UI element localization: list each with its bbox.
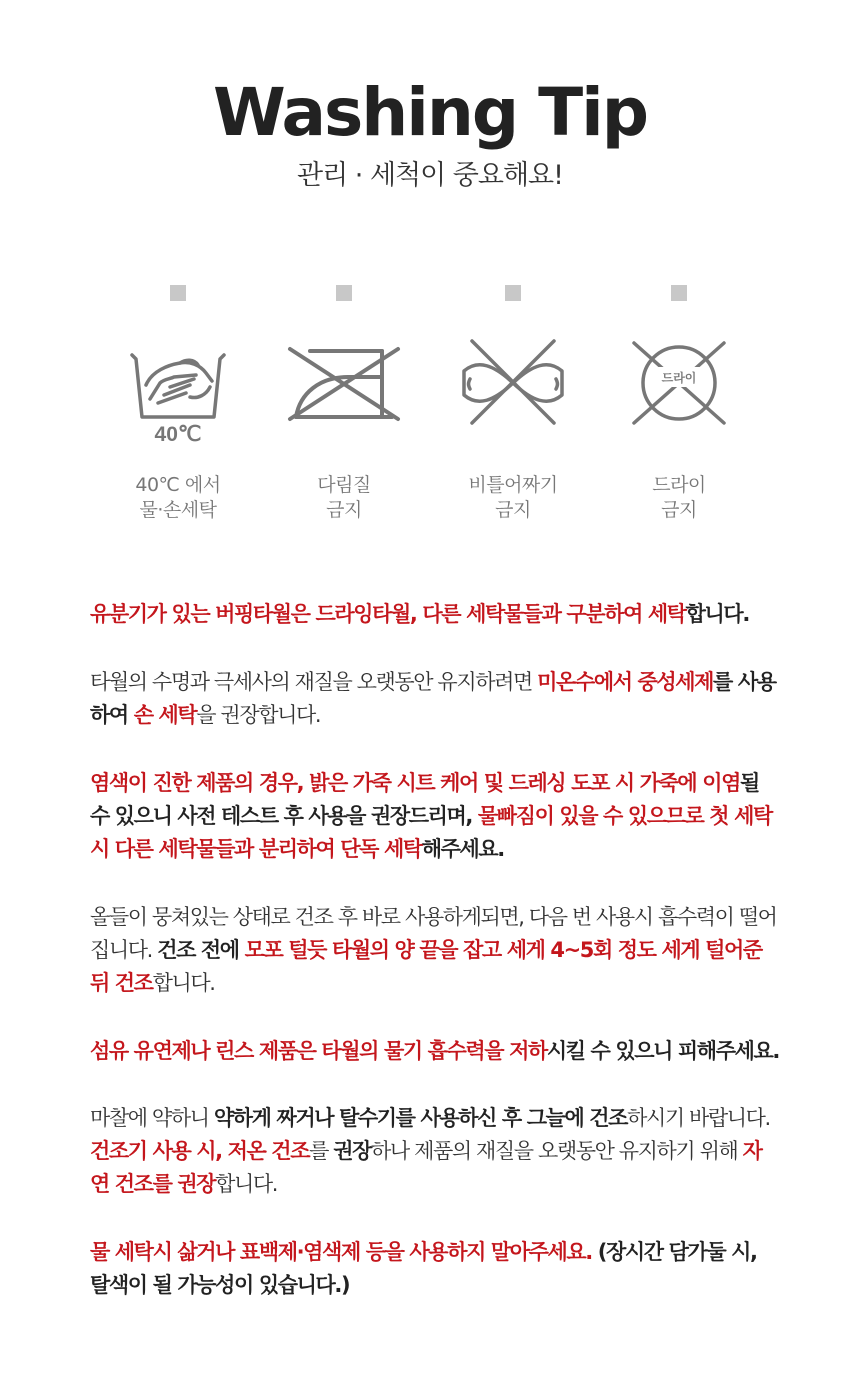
tip-text: 물 세탁시 삶거나 표백제·염색제 등을 사용하지 말아주세요. [90,1240,598,1264]
tip-paragraph-3 [90,767,780,866]
tip-text: 하나 제품의 재질을 오랫동안 유지하기 위해 [371,1139,743,1163]
tip-text: 섬유 유연제나 린스 제품은 타월의 물기 흡수력을 저하 [90,1039,547,1063]
tip-paragraph-6 [90,1102,780,1201]
care-label-line2: 금지 [661,499,697,521]
care-label-line1: 비틀어짜기 [468,474,558,496]
tip-text: 염색이 진한 제품의 경우, 밝은 가죽 시트 케어 및 드레싱 도포 시 가죽에 이염 [90,771,740,795]
care-label-line1: 다림질 [317,474,371,496]
tip-text: 타월의 수명과 극세사의 재질을 오랫동안 유지하려면 [90,670,538,694]
tip-paragraph-7 [90,1236,780,1302]
hand-wash-40c-icon [128,337,228,447]
tip-text: 건조 전에 [157,938,245,962]
tip-text: 권장 [333,1139,372,1163]
tip-text: 합니다. [152,971,215,995]
care-label [249,473,439,523]
no-dry-clean-icon [624,337,734,447]
care-label-line1: 40℃ 에서 [135,474,221,496]
page-title: Washing Tip [213,74,647,151]
tip-text: 합니다. [215,1172,278,1196]
care-item-no-dry-clean [584,285,774,523]
tip-text: 미온수에서 중성세제 [537,670,714,694]
icon-temperature-text: 40℃ [154,423,202,446]
care-label [83,473,273,523]
bullet-square [505,285,521,301]
tip-text: 를 사용하여 [90,670,776,727]
tip-text: 약하게 짜거나 탈수기를 사용하신 후 그늘에 건조 [213,1106,628,1130]
tip-paragraph-5 [90,1035,780,1068]
care-item-no-wring [418,285,608,523]
tip-text: 건조기 사용 시, 저온 건조 [90,1139,310,1163]
care-item-no-iron [249,285,439,523]
bullet-square [170,285,186,301]
tip-text: 를 [309,1139,334,1163]
tip-text: (장시간 담가둘 시, 탈색이 될 가능성이 있습니다.) [90,1240,757,1297]
no-wring-icon [458,337,568,447]
care-label-line1: 드라이 [652,474,706,496]
bullet-square [671,285,687,301]
care-label-line2: 물·손세탁 [139,499,217,521]
tip-text: 자연 건조를 권장 [90,1139,762,1196]
tip-text: 모포 털듯 타월의 양 끝을 잡고 세게 4~5회 정도 세게 털어준 뒤 건조 [90,938,762,995]
tip-text: 하시기 바랍니다. [627,1106,770,1130]
tip-text: 을 권장합니다. [196,703,321,727]
tip-text: 물빠짐이 있을 수 있으므로 첫 세탁시 다른 세탁물들과 분리하여 단독 세탁 [90,804,772,861]
care-label-line2: 금지 [495,499,531,521]
no-iron-icon [284,337,404,447]
tip-text: 될 수 있으니 사전 테스트 후 사용을 권장드리며, [90,771,759,828]
bullet-square [336,285,352,301]
care-label [584,473,774,523]
tip-text: 손 세탁 [133,703,197,727]
tip-text: 합니다. [685,602,749,626]
tip-text: 유분기가 있는 버핑타월은 드라잉타월, 다른 세탁물들과 구분하여 세탁 [90,602,686,626]
care-label-line2: 금지 [326,499,362,521]
tip-text: 해주세요. [421,837,504,861]
care-label [418,473,608,523]
tip-paragraph-2 [90,666,780,732]
care-item-hand-wash [83,285,273,523]
page-subtitle: 관리 · 세척이 중요해요! [297,160,563,191]
tip-text: 시킬 수 있으니 피해주세요. [546,1039,779,1063]
tip-text: 올들이 뭉쳐있는 상태로 건조 후 바로 사용하게되면, 다음 번 사용시 흡수력이 떨어집니다. [90,905,777,962]
tip-paragraph-4 [90,901,780,1000]
tip-paragraph-1 [90,598,780,631]
icon-dry-text: 드라이 [661,371,697,385]
tip-text: 마찰에 약하니 [90,1106,214,1130]
